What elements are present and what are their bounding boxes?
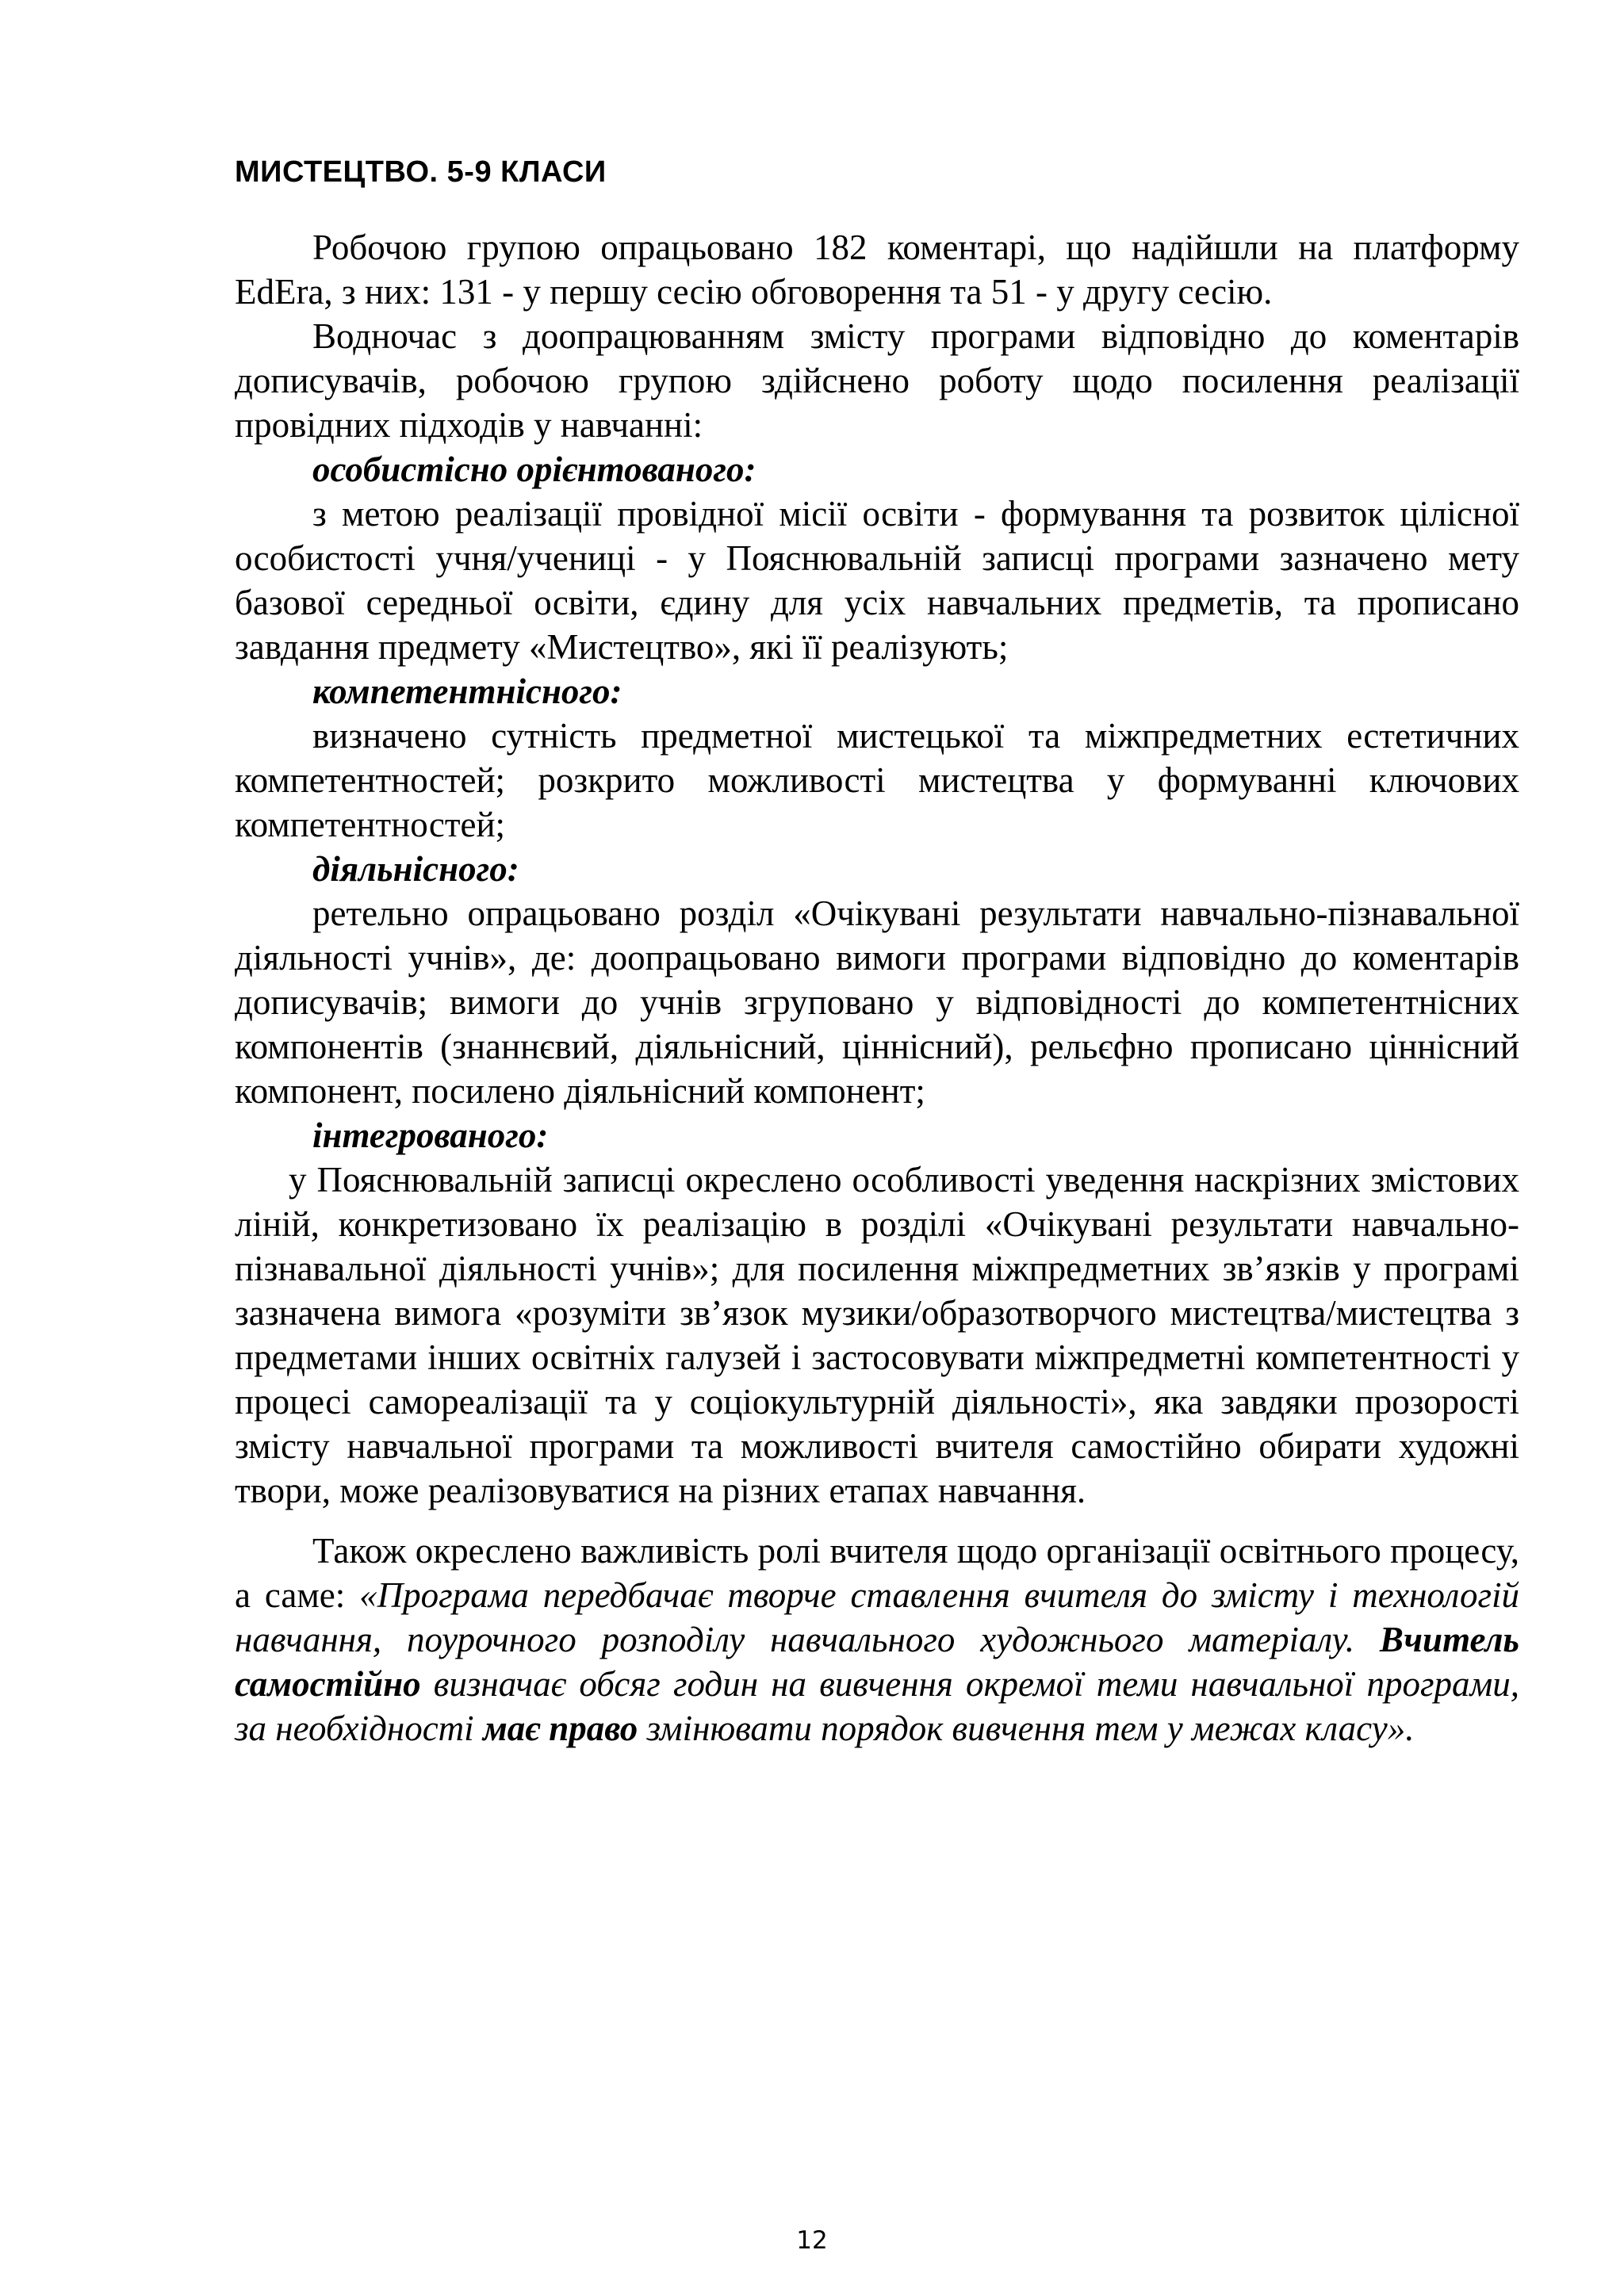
paragraph-comments-count: Робочою групою опрацьовано 182 коментарі, що надійшли на платформу EdEra, з них: 131 - у першу сесію обговорення та 51 - у другу сесію. [235, 228, 1519, 312]
approach-title-integrated: інтегрованого: [312, 1115, 549, 1155]
paragraph-approaches-intro: Водночас з доопрацюванням змісту програми відповідно до коментарів дописувачів, робочою групою здійснено роботу щодо посилення реалізації провідних підходів у навчанні: [235, 316, 1519, 445]
section-heading: МИСТЕЦТВО. 5-9 КЛАСИ [235, 155, 607, 189]
approach-text-integrated: у Пояснювальній записці окреслено особливості уведення наскрізних змістових ліній, конкретизовано їх реалізацію в розділі «Очікувані результати навчально-пізнавальної діяльності учнів»; для посилення міжпредметних зв’язків у програмі зазначена вимога «розуміти зв’язок музики/образотворчого мистецтва/мистецтва з предметами інших освітніх галузей і застосовувати міжпредметні компетентності у процесі самореалізації та у соціокультурній діяльності», яка завдяки прозорості змісту навчальної програми та можливості вчителя самостійно обирати художні твори, може реалізовуватися на різних етапах навчання. [235, 1160, 1519, 1510]
document-body [235, 225, 1519, 1751]
approach-text-activity: ретельно опрацьовано розділ «Очікувані результати навчально-пізнавальної діяльності учнів», де: доопрацьовано вимоги програми відповідно до коментарів дописувачів; вимоги до учнів згруповано у відповідності до компетентнісних компонентів (знаннєвий, діяльнісний, ціннісний), рельєфно прописано ціннісний компонент, посилено діяльнісний компонент; [235, 894, 1519, 1111]
teacher-role-quote-start: «Програма передбачає творче ставлення вчителя до змісту і технологій навчання, поурочного розподілу навчального художнього матеріалу. [235, 1575, 1520, 1659]
teacher-role-emphasis-independent: Вчитель самостійно [235, 1620, 1519, 1704]
page-number: 12 [796, 2226, 828, 2255]
teacher-role-quote-end: змінювати порядок вивчення тем у межах класу». [638, 1709, 1415, 1748]
approach-text-competence: визначено сутність предметної мистецької та міжпредметних естетичних компетентностей; розкрито можливості мистецтва у формуванні ключових компетентностей; [235, 716, 1519, 844]
teacher-role-quote-middle: визначає обсяг годин на вивчення окремої теми навчальної програми, за необхідності [235, 1664, 1519, 1748]
approach-text-personal: з метою реалізації провідної місії освіти - формування та розвиток цілісної особистості учня/учениці - у Пояснювальній записці програми зазначено мету базової середньої освіти, єдину для усіх навчальних предметів, та прописано завдання предмету «Мистецтво», які її реалізують; [235, 494, 1519, 667]
approach-title-competence: компетентнісного: [312, 672, 622, 711]
teacher-role-intro: Також окреслено важливість ролі вчителя щодо організації освітнього процесу, а саме: [235, 1531, 1519, 1615]
teacher-role-emphasis-right: має право [482, 1709, 638, 1748]
approach-title-activity: діяльнісного: [312, 849, 519, 889]
paragraph-teacher-role [235, 1529, 1519, 1751]
approach-title-personal: особистісно орієнтованого: [312, 450, 756, 489]
